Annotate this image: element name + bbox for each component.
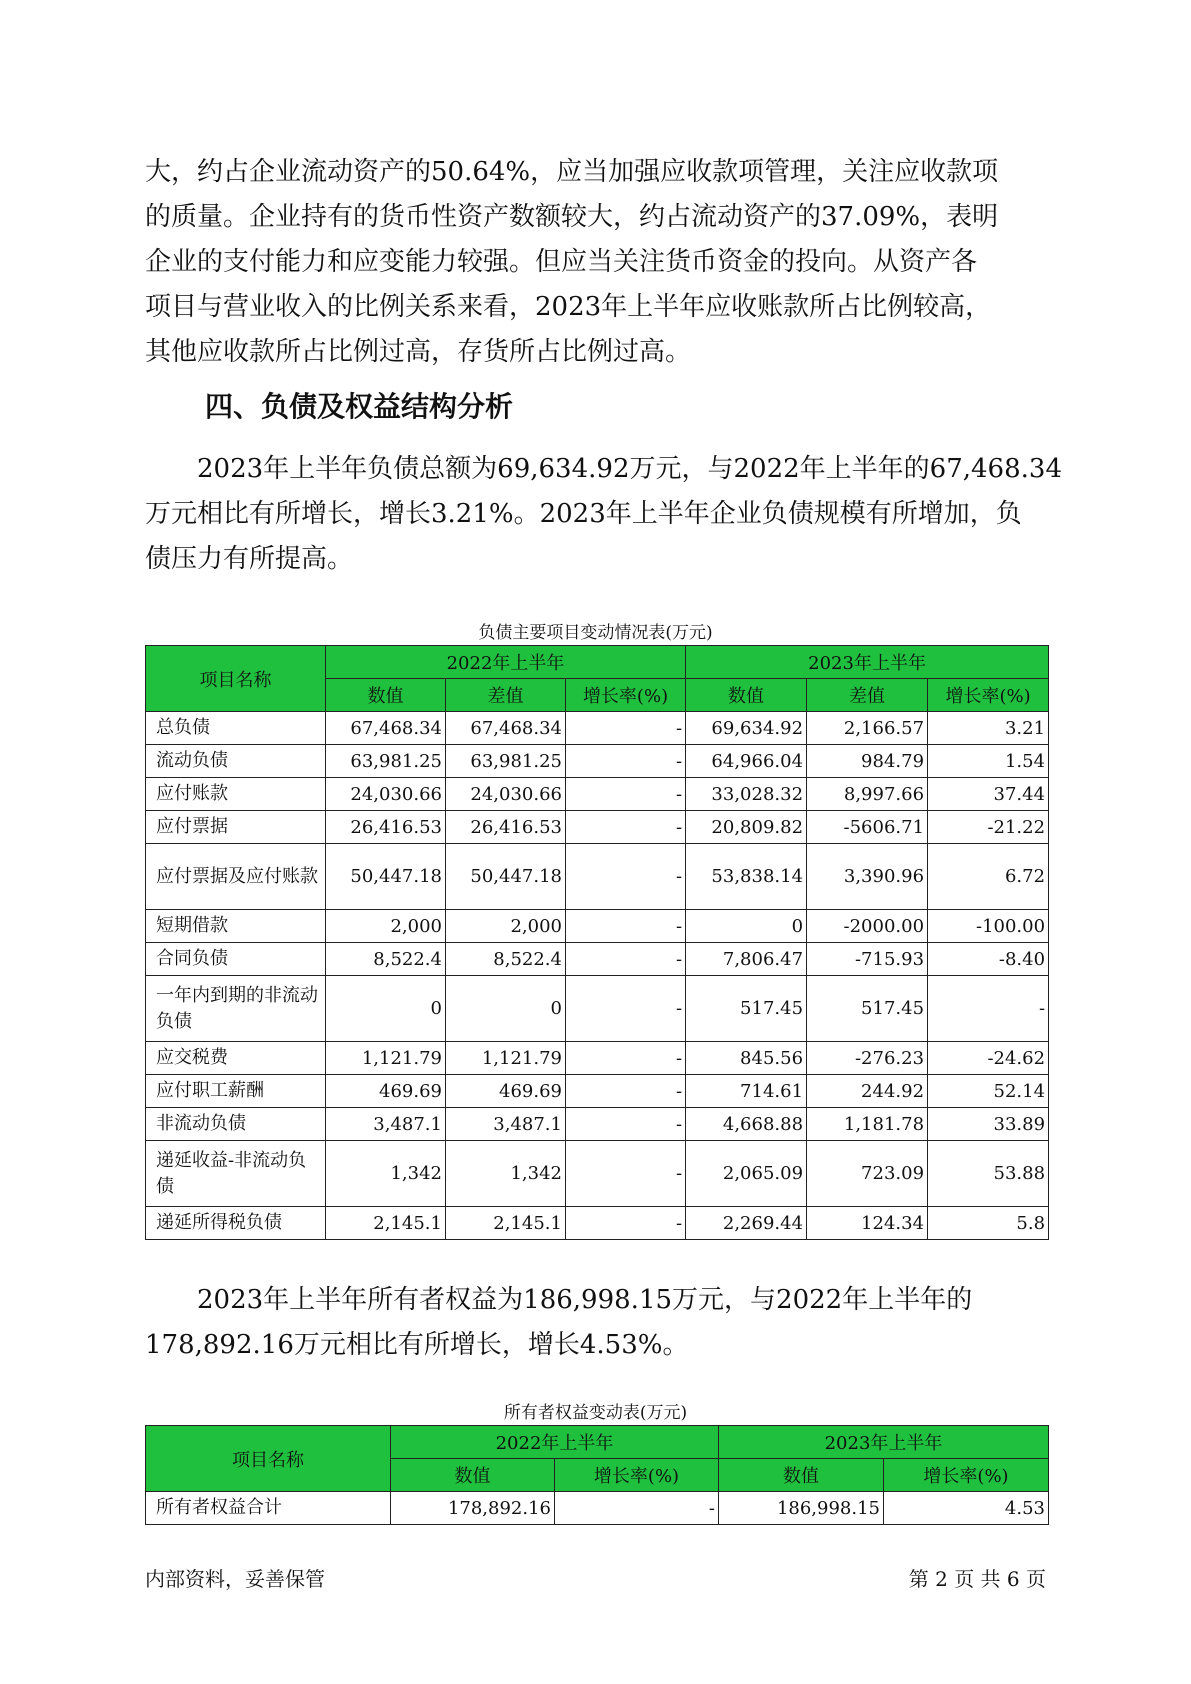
row-name: 应付职工薪酬 [146,1075,326,1108]
cell-diff-2023: -715.93 [807,943,928,976]
cell-rate-2022: - [566,910,686,943]
row-name: 应付票据及应付账款 [146,844,326,910]
text-line: 2023年上半年所有者权益为186,998.15万元，与2022年上半年的 [197,1285,973,1315]
column-header-diff: 差值 [807,679,928,712]
table-row [146,1141,1049,1207]
cell-diff-2022: 50,447.18 [446,844,566,910]
cell-value-2023: 7,806.47 [686,943,807,976]
row-name: 一年内到期的非流动负债 [146,976,326,1042]
cell-diff-2022: 3,487.1 [446,1108,566,1141]
text-line: 2023年上半年负债总额为69,634.92万元，与2022年上半年的67,468.34 [197,454,1062,484]
row-name: 所有者权益合计 [146,1492,391,1525]
cell-rate-2022: - [566,943,686,976]
text-line: 企业的支付能力和应变能力较强。但应当关注货币资金的投向。从资产各 [145,247,978,277]
paragraph-asset-analysis [145,150,1045,375]
cell-rate-2023: 3.21 [928,712,1049,745]
cell-diff-2022: 2,000 [446,910,566,943]
cell-diff-2023: 517.45 [807,976,928,1042]
table-row [146,778,1049,811]
column-header-rate: 增长率(%) [566,679,686,712]
cell-rate-2022: - [566,1207,686,1240]
column-header-item: 项目名称 [146,1426,391,1492]
cell-rate-2023: 33.89 [928,1108,1049,1141]
text-line: 项目与营业收入的比例关系来看，2023年上半年应收账款所占比例较高， [145,292,992,322]
cell-value-2023: 69,634.92 [686,712,807,745]
cell-rate-2023: 5.8 [928,1207,1049,1240]
cell-rate-2022: - [566,844,686,910]
equity-table [145,1425,1049,1525]
cell-rate-2023: 37.44 [928,778,1049,811]
cell-value-2022: 0 [326,976,446,1042]
table-row [146,1207,1049,1240]
cell-diff-2022: 0 [446,976,566,1042]
text-line: 大，约占企业流动资产的50.64%，应当加强应收款项管理，关注应收款项 [145,157,999,187]
column-header-value: 数值 [326,679,446,712]
cell-rate-2022: - [566,1075,686,1108]
row-name: 应付票据 [146,811,326,844]
table-row [146,844,1049,910]
cell-value-2023: 0 [686,910,807,943]
cell-diff-2023: -276.23 [807,1042,928,1075]
cell-diff-2022: 1,342 [446,1141,566,1207]
cell-rate-2022: - [555,1492,719,1525]
row-name: 应交税费 [146,1042,326,1075]
table-row [146,1108,1049,1141]
cell-diff-2023: 984.79 [807,745,928,778]
footer-page-number: 第 2 页 共 6 页 [908,1567,1046,1591]
cell-diff-2023: 1,181.78 [807,1108,928,1141]
cell-value-2022: 67,468.34 [326,712,446,745]
cell-diff-2022: 8,522.4 [446,943,566,976]
table-row [146,1075,1049,1108]
table-caption: 负债主要项目变动情况表(万元) [478,623,713,643]
liability-table [145,645,1049,1240]
cell-value-2023: 186,998.15 [719,1492,884,1525]
cell-value-2022: 1,121.79 [326,1042,446,1075]
column-header-value: 数值 [391,1459,555,1492]
row-name: 流动负债 [146,745,326,778]
cell-value-2023: 2,065.09 [686,1141,807,1207]
cell-value-2022: 24,030.66 [326,778,446,811]
cell-rate-2023: -100.00 [928,910,1049,943]
column-group-2022: 2022年上半年 [391,1426,719,1459]
cell-value-2022: 26,416.53 [326,811,446,844]
cell-value-2022: 3,487.1 [326,1108,446,1141]
table-row [146,712,1049,745]
table-row [146,745,1049,778]
text-line: 其他应收款所占比例过高，存货所占比例过高。 [145,337,692,367]
table-row [146,811,1049,844]
row-name: 应付账款 [146,778,326,811]
cell-diff-2023: 2,166.57 [807,712,928,745]
text-line: 的质量。企业持有的货币性资产数额较大，约占流动资产的37.09%，表明 [145,202,999,232]
cell-rate-2023: 1.54 [928,745,1049,778]
cell-value-2022: 178,892.16 [391,1492,555,1525]
cell-diff-2023: 244.92 [807,1075,928,1108]
cell-rate-2022: - [566,778,686,811]
column-group-2023: 2023年上半年 [719,1426,1049,1459]
table-row [146,943,1049,976]
column-header-diff: 差值 [446,679,566,712]
table-row [146,1492,1049,1525]
cell-rate-2022: - [566,976,686,1042]
table-row [146,910,1049,943]
cell-diff-2023: 723.09 [807,1141,928,1207]
cell-value-2023: 53,838.14 [686,844,807,910]
row-name: 总负债 [146,712,326,745]
text-line: 万元相比有所增长，增长3.21%。2023年上半年企业负债规模有所增加，负 [145,499,1022,529]
cell-value-2022: 8,522.4 [326,943,446,976]
text-line: 178,892.16万元相比有所增长，增长4.53%。 [145,1330,689,1360]
cell-value-2023: 33,028.32 [686,778,807,811]
cell-diff-2022: 469.69 [446,1075,566,1108]
column-header-value: 数值 [719,1459,884,1492]
cell-rate-2023: 4.53 [884,1492,1049,1525]
cell-diff-2023: -5606.71 [807,811,928,844]
table-row [146,1042,1049,1075]
cell-rate-2023: - [928,976,1049,1042]
cell-diff-2022: 1,121.79 [446,1042,566,1075]
paragraph-liability-summary [145,447,1062,582]
cell-diff-2022: 67,468.34 [446,712,566,745]
cell-diff-2023: 124.34 [807,1207,928,1240]
cell-value-2023: 517.45 [686,976,807,1042]
cell-value-2023: 845.56 [686,1042,807,1075]
cell-diff-2022: 2,145.1 [446,1207,566,1240]
column-header-rate: 增长率(%) [928,679,1049,712]
row-name: 非流动负债 [146,1108,326,1141]
footer-confidential-note: 内部资料，妥善保管 [145,1567,325,1591]
cell-rate-2022: - [566,1108,686,1141]
cell-value-2022: 2,000 [326,910,446,943]
paragraph-equity-summary [145,1278,1045,1368]
column-header-rate: 增长率(%) [555,1459,719,1492]
cell-value-2023: 64,966.04 [686,745,807,778]
cell-rate-2022: - [566,712,686,745]
cell-value-2023: 2,269.44 [686,1207,807,1240]
cell-rate-2023: 6.72 [928,844,1049,910]
cell-diff-2023: 8,997.66 [807,778,928,811]
cell-rate-2023: -8.40 [928,943,1049,976]
cell-rate-2022: - [566,745,686,778]
cell-rate-2023: -21.22 [928,811,1049,844]
row-name: 递延收益-非流动负债 [146,1141,326,1207]
cell-rate-2022: - [566,1042,686,1075]
cell-value-2022: 50,447.18 [326,844,446,910]
cell-diff-2022: 26,416.53 [446,811,566,844]
column-group-2022: 2022年上半年 [326,646,686,679]
cell-value-2022: 63,981.25 [326,745,446,778]
cell-rate-2022: - [566,811,686,844]
cell-value-2023: 4,668.88 [686,1108,807,1141]
cell-value-2023: 20,809.82 [686,811,807,844]
cell-diff-2022: 24,030.66 [446,778,566,811]
text-line: 债压力有所提高。 [145,544,354,574]
column-header-value: 数值 [686,679,807,712]
cell-diff-2022: 63,981.25 [446,745,566,778]
column-header-rate: 增长率(%) [884,1459,1049,1492]
section-heading: 四、负债及权益结构分析 [205,390,514,423]
cell-value-2022: 1,342 [326,1141,446,1207]
cell-diff-2023: 3,390.96 [807,844,928,910]
cell-rate-2023: -24.62 [928,1042,1049,1075]
cell-value-2022: 2,145.1 [326,1207,446,1240]
column-group-2023: 2023年上半年 [686,646,1049,679]
cell-value-2023: 714.61 [686,1075,807,1108]
cell-rate-2023: 53.88 [928,1141,1049,1207]
table-row [146,976,1049,1042]
table-caption: 所有者权益变动表(万元) [503,1403,688,1423]
cell-rate-2022: - [566,1141,686,1207]
row-name: 递延所得税负债 [146,1207,326,1240]
cell-rate-2023: 52.14 [928,1075,1049,1108]
column-header-item: 项目名称 [146,646,326,712]
cell-diff-2023: -2000.00 [807,910,928,943]
row-name: 合同负债 [146,943,326,976]
cell-value-2022: 469.69 [326,1075,446,1108]
row-name: 短期借款 [146,910,326,943]
